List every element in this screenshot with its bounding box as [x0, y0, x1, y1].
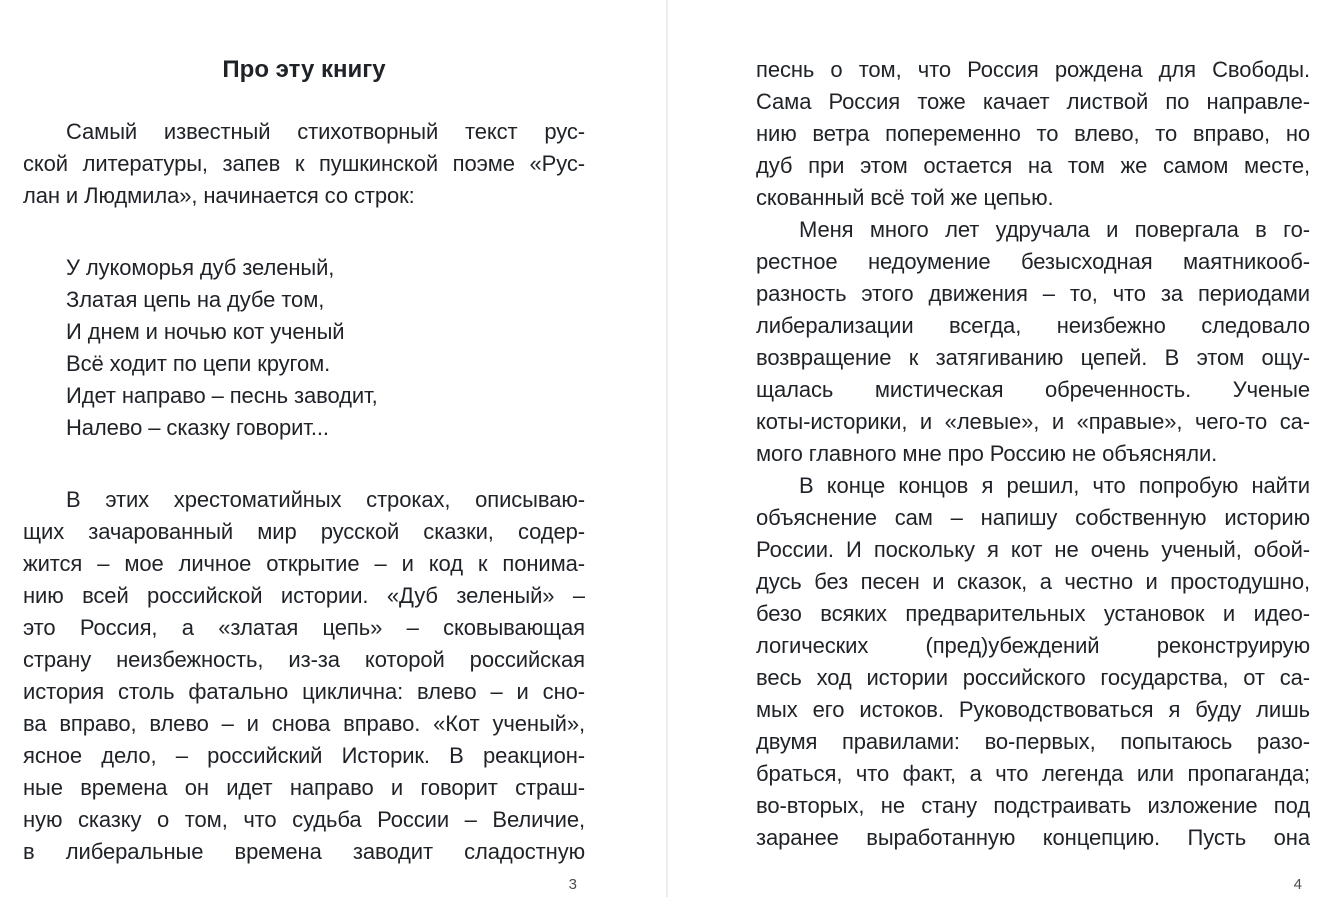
text-line: весь ход истории российского государства, от са- — [756, 665, 1310, 690]
page-divider — [666, 0, 668, 897]
text-line: либерализации всегда, неизбежно следовало — [756, 313, 1310, 338]
verse-line: Златая цепь на дубе том, — [66, 287, 325, 312]
text-line: разность этого движения – то, что за периодами — [756, 281, 1310, 306]
text-line: ской литературы, запев к пушкинской поэме «Рус- — [23, 151, 585, 176]
text-line: Самый известный стихотворный текст рус- — [66, 119, 585, 144]
text-line: во-вторых, не стану подстраивать изложение под — [756, 793, 1310, 818]
text-line: коты-историки, и «левые», и «правые», чего-то са- — [756, 409, 1310, 434]
text-line: дусь без песен и сказок, а честно и простодушно, — [756, 569, 1310, 594]
text-line: мого главного мне про Россию не объясняли. — [756, 441, 1218, 466]
text-line: возвращение к затягиванию цепей. В этом ощу- — [756, 345, 1310, 370]
text-line: Сама Россия тоже качает листвой по направле- — [756, 89, 1310, 114]
text-line: ва вправо, влево – и снова вправо. «Кот ученый», — [23, 711, 585, 736]
page-content — [23, 0, 585, 868]
text-line: России. И поскольку я кот не очень ученый, обой- — [756, 537, 1310, 562]
text-line: щалась мистическая обреченность. Ученые — [756, 377, 1310, 402]
text-line: ные времена он идет направо и говорит страш- — [23, 775, 585, 800]
paragraph — [756, 54, 1310, 214]
text-line: рестное недоумение безысходная маятникооб- — [756, 249, 1310, 274]
paragraph — [23, 116, 585, 212]
chapter-title: Про эту книгу — [222, 56, 386, 83]
text-line: это Россия, а «златая цепь» – сковывающая — [23, 615, 585, 640]
text-line: история столь фатально циклична: влево – и сно- — [23, 679, 585, 704]
verse-line: Идет направо – песнь заводит, — [66, 383, 378, 408]
page-content — [756, 0, 1310, 854]
text-line: мых его истоков. Руководствоваться я буду лишь — [756, 697, 1310, 722]
text-line: браться, что факт, а что легенда или пропаганда; — [756, 761, 1310, 786]
page-number: 4 — [1293, 876, 1302, 893]
text-line: щих зачарованный мир русской сказки, содер- — [23, 519, 585, 544]
page-left[interactable] — [23, 0, 585, 897]
text-line: В конце концов я решил, что попробую найти — [799, 473, 1310, 498]
text-line: в либеральные времена заводит сладостную — [23, 839, 585, 864]
paragraph — [23, 484, 585, 868]
paragraph — [756, 214, 1310, 470]
verse-block — [23, 252, 585, 444]
text-line: ясное дело, – российский Историк. В реакцион- — [23, 743, 585, 768]
text-line: заранее выработанную концепцию. Пусть она — [756, 825, 1310, 850]
verse-line: Всё ходит по цепи кругом. — [66, 351, 331, 376]
text-line: Меня много лет удручала и повергала в го- — [799, 217, 1310, 242]
text-line: нию всей российской истории. «Дуб зеленый» – — [23, 583, 585, 608]
text-line: объяснение сам – напишу собственную историю — [756, 505, 1310, 530]
text-line: безо всяких предварительных установок и идео- — [756, 601, 1310, 626]
text-line: двумя правилами: во-первых, попытаюсь разо- — [756, 729, 1310, 754]
page-right[interactable] — [756, 0, 1310, 897]
verse-line: Налево – сказку говорит... — [66, 415, 329, 440]
text-line: страну неизбежность, из-за которой российская — [23, 647, 585, 672]
text-line: скованный всё той же цепью. — [756, 185, 1054, 210]
text-line: дуб при этом остается на том же самом месте, — [756, 153, 1310, 178]
text-line: ную сказку о том, что судьба России – Величие, — [23, 807, 585, 832]
text-line: жится – мое личное открытие – и код к понима- — [23, 551, 585, 576]
text-line: нию ветра попеременно то влево, то вправо, но — [756, 121, 1310, 146]
text-line: песнь о том, что Россия рождена для Свободы. — [756, 57, 1310, 82]
verse-line: У лукоморья дуб зеленый, — [66, 255, 335, 280]
text-line: В этих хрестоматийных строках, описываю- — [66, 487, 585, 512]
page-number: 3 — [568, 876, 577, 893]
verse-line: И днем и ночью кот ученый — [66, 319, 345, 344]
text-line: лан и Людмила», начинается со строк: — [23, 183, 415, 208]
text-line: логических (пред)убеждений реконструирую — [756, 633, 1310, 658]
paragraph — [756, 470, 1310, 854]
